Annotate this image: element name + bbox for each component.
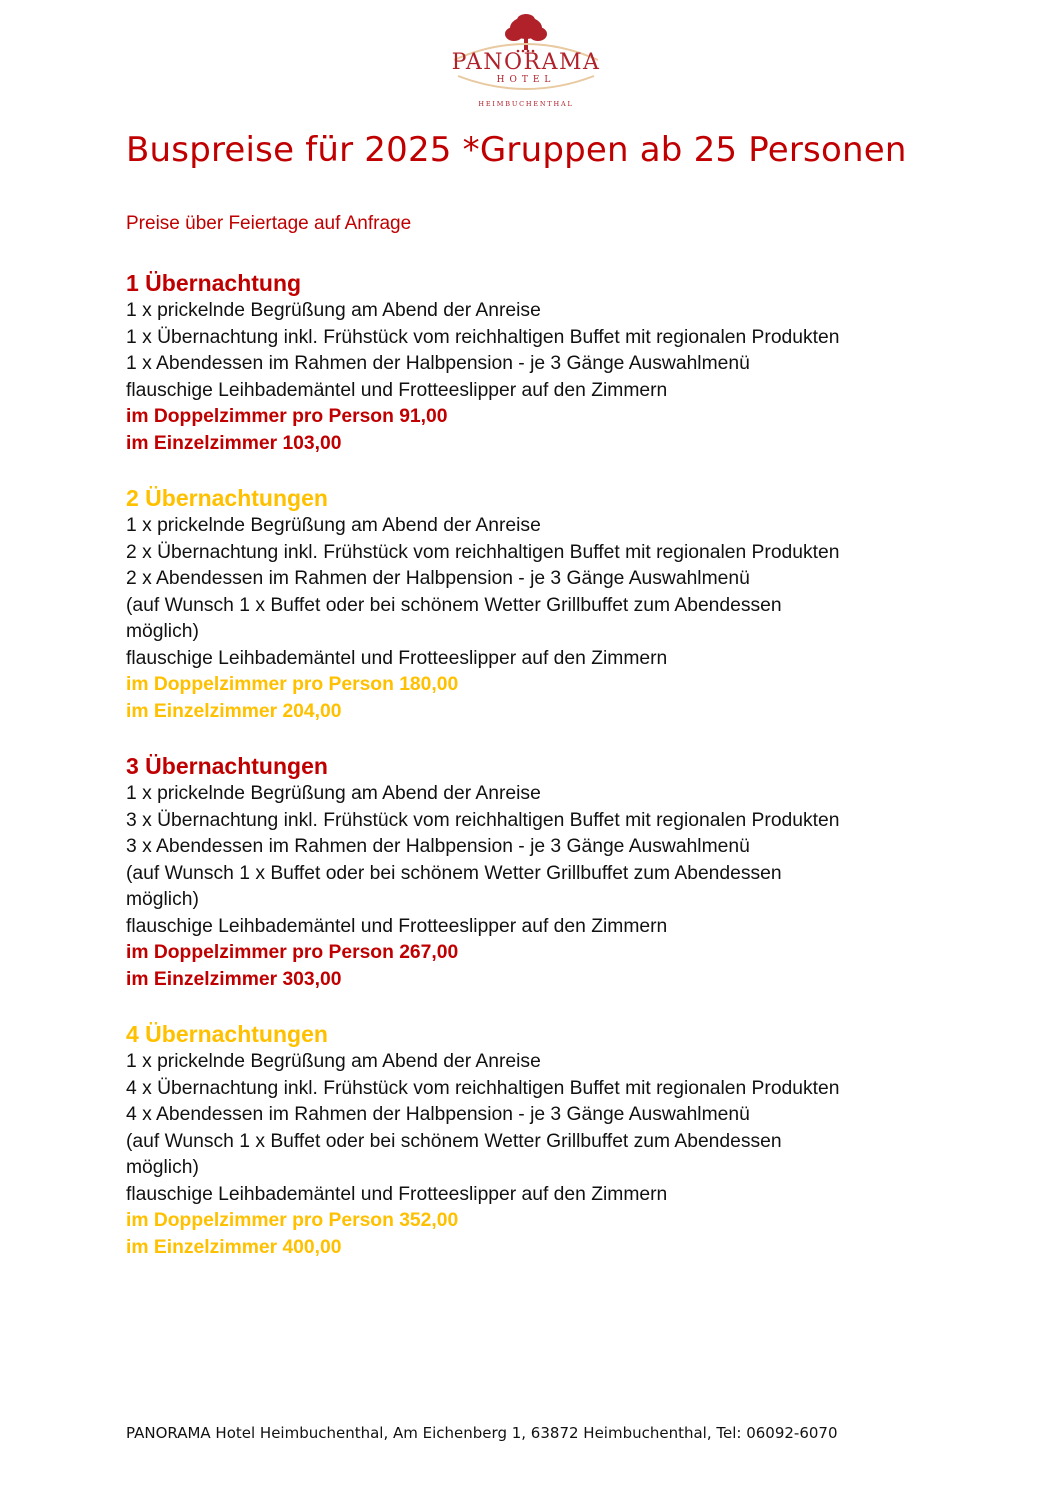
package-item: flauschige Leihbademäntel und Frotteeslipper auf den Zimmern [126, 1183, 668, 1205]
section-heading: 4 Übernachtungen [126, 1021, 328, 1047]
package-item: 1 x Abendessen im Rahmen der Halbpension - je 3 Gänge Auswahlmenü [126, 353, 750, 374]
hotel-logo [440, 10, 612, 110]
package-item: (auf Wunsch 1 x Buffet oder bei schönem Wetter Grillbuffet zum Abendessen [126, 1130, 782, 1152]
package-item: 2 x Abendessen im Rahmen der Halbpension - je 3 Gänge Auswahlmenü [126, 568, 750, 589]
package-item: (auf Wunsch 1 x Buffet oder bei schönem Wetter Grillbuffet zum Abendessen [126, 862, 782, 884]
section-heading: 1 Übernachtung [126, 270, 302, 296]
price-double-room: im Doppelzimmer pro Person 352,00 [126, 1210, 459, 1231]
package-section [126, 751, 1006, 993]
package-section [126, 483, 1006, 725]
package-item: 3 x Abendessen im Rahmen der Halbpension - je 3 Gänge Auswahlmenü [126, 836, 750, 857]
package-item: 4 x Übernachtung inkl. Frühstück vom reichhaltigen Buffet mit regionalen Produkten [126, 1077, 840, 1099]
package-item: (auf Wunsch 1 x Buffet oder bei schönem Wetter Grillbuffet zum Abendessen [126, 594, 782, 616]
section-heading: 2 Übernachtungen [126, 485, 328, 511]
price-single-room: im Einzelzimmer 204,00 [126, 700, 342, 722]
package-item: möglich) [126, 1157, 199, 1178]
price-double-room: im Doppelzimmer pro Person 267,00 [126, 942, 459, 963]
package-item: 2 x Übernachtung inkl. Frühstück vom reichhaltigen Buffet mit regionalen Produkten [126, 541, 840, 563]
price-single-room: im Einzelzimmer 103,00 [126, 432, 342, 454]
package-item: 4 x Abendessen im Rahmen der Halbpension - je 3 Gänge Auswahlmenü [126, 1104, 750, 1125]
package-item: möglich) [126, 889, 199, 910]
package-item: möglich) [126, 621, 199, 642]
logo-brand: PANORAMA [451, 50, 601, 75]
price-double-room: im Doppelzimmer pro Person 91,00 [126, 406, 448, 427]
page-subtitle: Preise über Feiertage auf Anfrage [126, 213, 412, 234]
price-double-room: im Doppelzimmer pro Person 180,00 [126, 674, 459, 695]
package-item: flauschige Leihbademäntel und Frotteeslipper auf den Zimmern [126, 379, 668, 401]
logo-place: HEIMBUCHENTHAL [478, 100, 574, 108]
section-heading: 3 Übernachtungen [126, 753, 328, 779]
price-sections [126, 268, 1006, 1287]
package-item: flauschige Leihbademäntel und Frotteeslipper auf den Zimmern [126, 647, 668, 669]
price-single-room: im Einzelzimmer 303,00 [126, 968, 342, 990]
package-section [126, 268, 1006, 457]
package-item: 1 x prickelnde Begrüßung am Abend der Anreise [126, 1051, 541, 1072]
package-section [126, 1019, 1006, 1261]
package-item: 1 x prickelnde Begrüßung am Abend der Anreise [126, 300, 541, 321]
package-item: 1 x prickelnde Begrüßung am Abend der Anreise [126, 515, 541, 536]
price-single-room: im Einzelzimmer 400,00 [126, 1236, 342, 1258]
package-item: 1 x Übernachtung inkl. Frühstück vom reichhaltigen Buffet mit regionalen Produkten [126, 326, 840, 348]
page-title: Buspreise für 2025 *Gruppen ab 25 Personen [126, 130, 907, 170]
logo-sub: HOTEL [496, 75, 556, 85]
package-item: 3 x Übernachtung inkl. Frühstück vom reichhaltigen Buffet mit regionalen Produkten [126, 809, 840, 831]
package-item: flauschige Leihbademäntel und Frotteeslipper auf den Zimmern [126, 915, 668, 937]
footer-address: PANORAMA Hotel Heimbuchenthal, Am Eichenberg 1, 63872 Heimbuchenthal, Tel: 06092-6070 [126, 1424, 838, 1442]
package-item: 1 x prickelnde Begrüßung am Abend der Anreise [126, 783, 541, 804]
